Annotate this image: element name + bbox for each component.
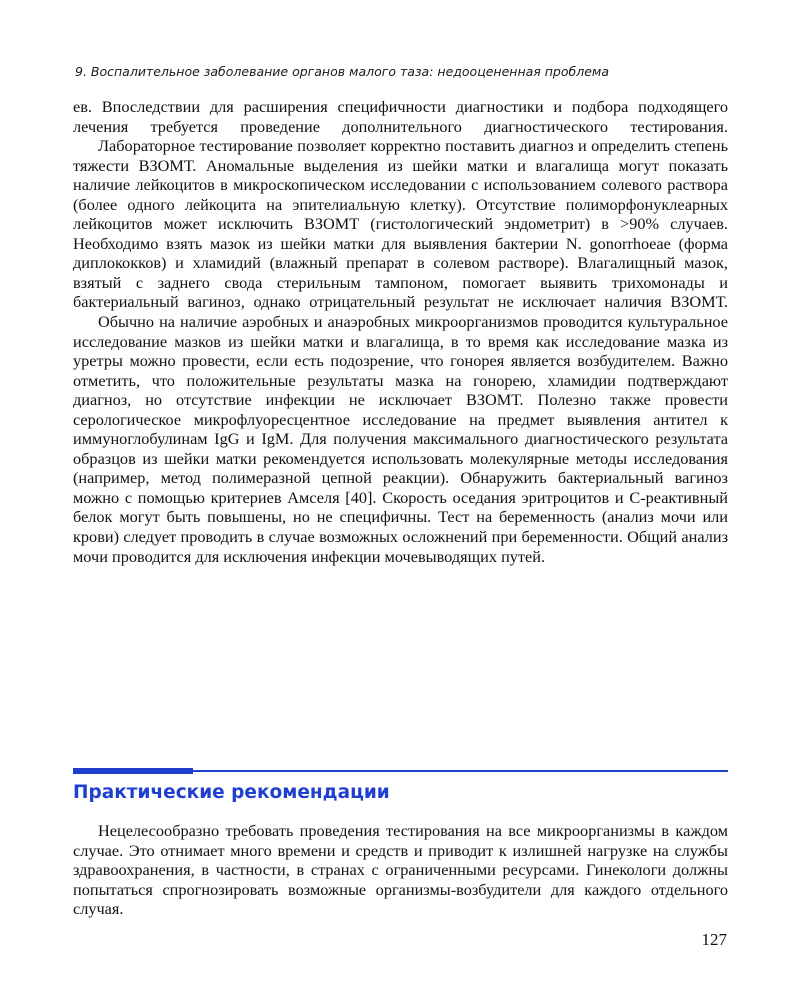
- page-number: 127: [701, 930, 727, 949]
- paragraph-lab-testing: Лабораторное тестирование позволяет корректно поставить диагноз и определить степень тяжести ВЗОМТ. Аномальные выделения из шейки матки и влагалища могут показать наличие лейкоцитов в микроскопическом исследовании с использованием солевого раствора (более одного лейкоцита на эпителиальную клетку). Отсутствие полиморфонуклеарных лейкоцитов может исключить ВЗОМТ (гистологический эндометрит) в >90% случаев. Необходимо взять мазок из шейки матки для выявления бактерии N. gonorrhoeae (форма диплококков) и хламидий (влажный препарат в солевом растворе). Влагалищный мазок, взятый с заднего свода стерильным тампоном, помогает выявить трихомонады и бактериальный вагиноз, однако отрицательный результат не исключает наличия ВЗОМТ.: [73, 136, 728, 312]
- body-text: [73, 97, 728, 566]
- section-heading: Практические рекомендации: [73, 782, 390, 803]
- divider-accent-bar: [73, 768, 193, 774]
- running-head: 9. Воспалительное заболевание органов малого таза: недооцененная проблема: [75, 64, 609, 79]
- paragraph-recommendations: Нецелесообразно требовать проведения тестирования на все микроорганизмы в каждом случае. Это отнимает много времени и средств и приводит к излишней нагрузке на службы здравоохранения, в частности, в странах с ограниченными ресурсами. Гинекологи должны попытаться спрогнозировать возможные организмы-возбудители для каждого отдельного случая.: [73, 821, 728, 919]
- section-body: [73, 821, 728, 919]
- paragraph-culture-testing: Обычно на наличие аэробных и анаэробных микроорганизмов проводится культуральное исследование мазков из шейки матки и влагалища, в то время как исследование мазка из уретры можно провести, если есть подозрение, что гонорея является возбудителем. Важно отметить, что положительные результаты мазка на гонорею, хламидии подтверждают диагноз, но отсутствие инфекции не исключает ВЗОМТ. Полезно также провести серологическое микрофлуоресцентное исследование на предмет выявления антител к иммуноглобулинам IgG и IgM. Для получения максимального диагностического результата образцов из шейки матки рекомендуется использовать молекулярные методы исследования (например, метод полимеразной цепной реакции). Обнаружить бактериальный вагиноз можно с помощью критериев Амселя [40]. Скорость оседания эритроцитов и С-реактивный белок могут быть повышены, но не специфичны. Тест на беременность (анализ мочи или крови) следует проводить в случае возможных осложнений при беременности. Общий анализ мочи проводится для исключения инфекции мочевыводящих путей.: [73, 312, 728, 566]
- paragraph-continuation: ев. Впоследствии для расширения специфичности диагностики и подбора подходящего лечения требуется проведение дополнительного диагностического тестирования.: [73, 97, 728, 136]
- section-divider: [73, 768, 728, 774]
